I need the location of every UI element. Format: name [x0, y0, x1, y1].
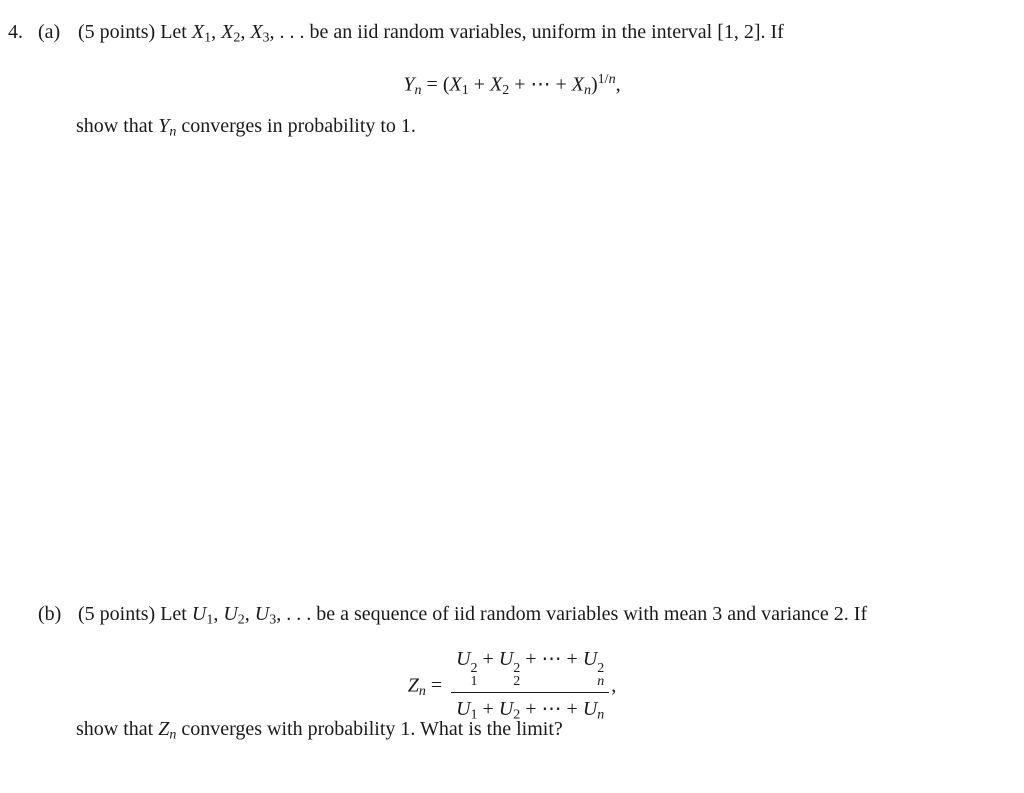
part-b-label: (b) — [38, 603, 62, 625]
part-a-display-formula: Yn = (X1 + X2 + ⋯ + Xn)$^{1/n}$, — [403, 72, 621, 99]
part-a-intro-text: (5 points) Let X1, X2, X3, . . . be an iid random variables, uniform in the interval [1, 2]. If — [78, 21, 784, 46]
part-a-conclusion-text: show that Yn converges in probability to 1. — [76, 115, 416, 140]
part-b-conclusion-text: show that Zn converges with probability 1. What is the limit? — [76, 718, 563, 743]
part-a-label: (a) — [38, 21, 61, 43]
part-b-intro-text: (5 points) Let U1, U2, U3, . . . be a sequence of iid random variables with mean 3 and variance 2. If — [78, 603, 868, 628]
problem-number: 4. — [8, 21, 23, 43]
part-b-display-formula: Zn = U 2 1 + U 2 2 + ⋯ + U 2 n U1 + U2 + ⋯ + Un , — [407, 648, 617, 723]
